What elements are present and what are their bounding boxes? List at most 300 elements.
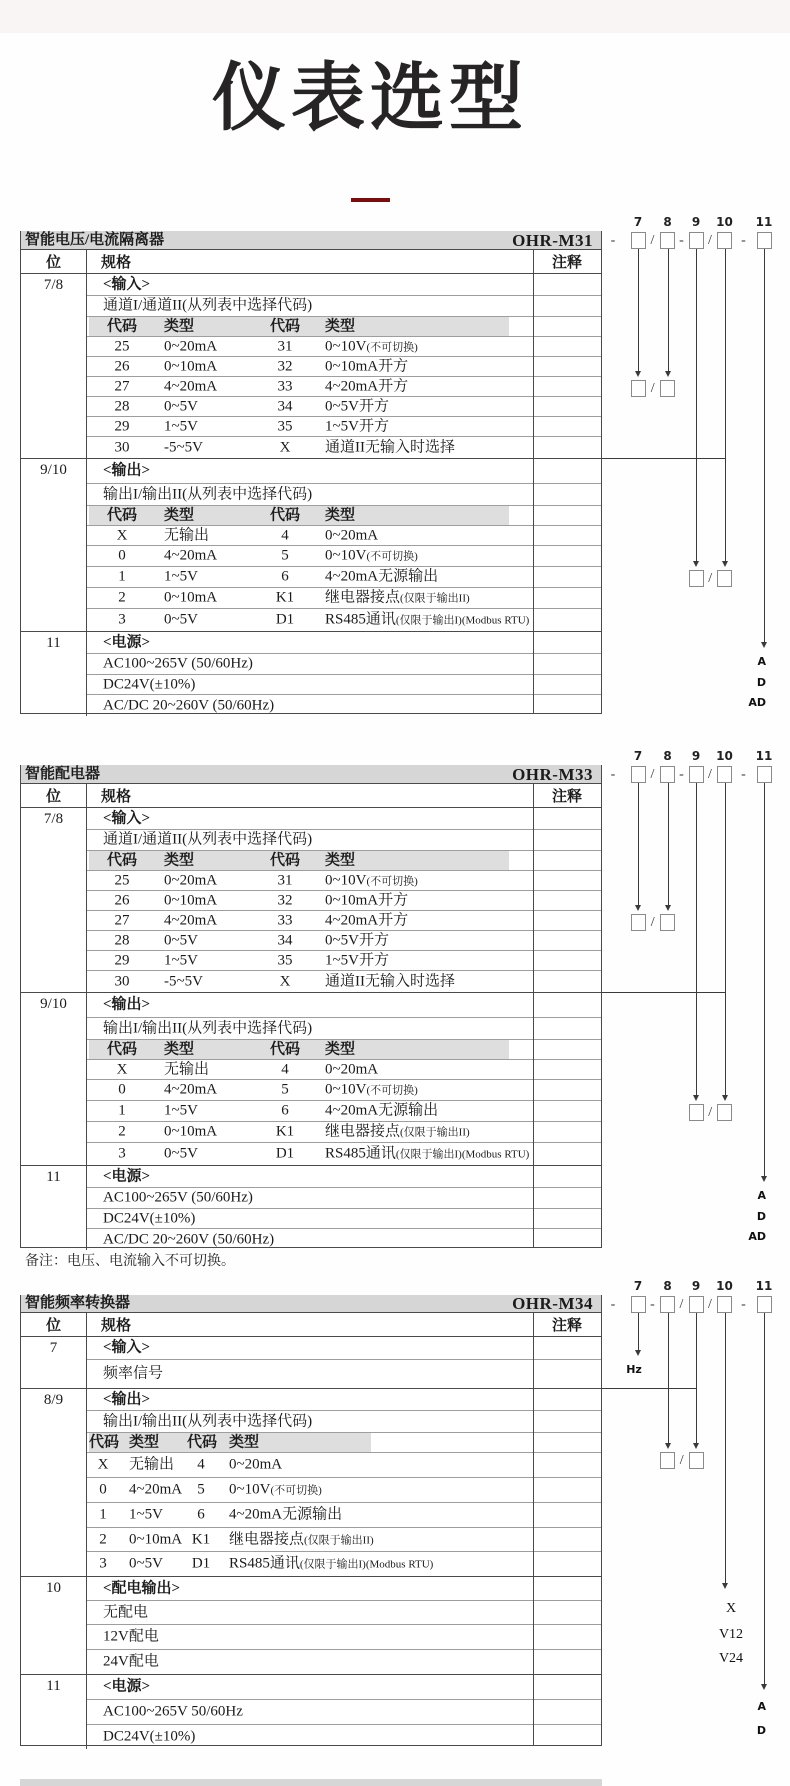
code-value: 26 [114, 891, 130, 908]
connector-line [725, 1313, 726, 1583]
type-value: 0~10mA [164, 589, 218, 606]
row-code [87, 397, 601, 417]
arrow-down-icon [693, 561, 699, 567]
type-value-main: RS485通讯 [325, 611, 396, 628]
dist-code-label: X [725, 1601, 737, 1616]
row-plain [87, 484, 601, 506]
type-value [229, 1506, 342, 1523]
type-value [229, 1531, 374, 1548]
row-code [87, 417, 601, 437]
dist-code-label: V12 [718, 1627, 744, 1642]
row-plain [87, 1625, 601, 1650]
type-value: -5~5V [164, 438, 203, 455]
table-title: 智能电压/电流隔离器 [25, 231, 165, 248]
type-value [325, 611, 529, 628]
type-value [325, 1145, 529, 1162]
code-separator: - [741, 233, 746, 248]
table-section [21, 808, 601, 992]
code-value: 5 [281, 1081, 289, 1098]
col-header-position: 位 [21, 1313, 87, 1336]
type-value-main: 0~20mA [325, 526, 379, 543]
code-col-header: 类型 [325, 317, 356, 334]
connector-line [638, 783, 639, 905]
dash-separator: - [610, 1297, 616, 1312]
section-position: 7/8 [21, 808, 87, 992]
type-value: 4~20mA [164, 1081, 218, 1098]
type-value: 0~5V [164, 1145, 198, 1162]
table-section [21, 274, 601, 458]
row-plain [87, 1018, 601, 1040]
code-digit-label: 7 [633, 1279, 643, 1293]
code-value: 0 [99, 1481, 107, 1498]
code-value: 6 [281, 568, 289, 585]
code-box [631, 1296, 646, 1313]
row-plain [87, 1725, 601, 1749]
type-value-main: RS485通讯 [229, 1555, 300, 1572]
row-plain [87, 654, 601, 675]
type-value-main: 0~10V [229, 1481, 271, 1498]
type-value: 0~5V [164, 611, 198, 628]
code-col-header: 代码 [269, 317, 300, 334]
type-value [325, 568, 438, 585]
row-code [87, 1101, 601, 1122]
type-value-main: 4~20mA开方 [325, 377, 409, 394]
code-separator: - [741, 767, 746, 782]
code-value: 2 [118, 589, 126, 606]
type-value-small: (仅限于输出II) [304, 1533, 374, 1546]
type-value-main: 继电器接点 [325, 589, 401, 606]
arrow-down-icon [665, 905, 671, 911]
row-code [87, 609, 601, 631]
spec-text: 24V配电 [103, 1653, 159, 1670]
code-col-header: 类型 [164, 851, 195, 868]
code-value: 0 [118, 547, 126, 564]
row-codehead [87, 851, 601, 871]
code-value: 31 [277, 871, 293, 888]
code-box [757, 232, 772, 249]
row-plain [87, 1650, 601, 1674]
code-value: 26 [114, 357, 130, 374]
section-rows [87, 1166, 601, 1250]
section-label: <输出> [103, 462, 151, 479]
type-value-small: (仅限于输出I)(Modbus RTU) [395, 1148, 530, 1161]
row-label [87, 1675, 601, 1700]
section-rows [87, 993, 601, 1165]
next-table-cutoff-bar [20, 1779, 602, 1786]
row-code [87, 1552, 601, 1576]
code-digit-label: 8 [663, 215, 672, 229]
code-col-header: 类型 [325, 851, 356, 868]
code-value: 35 [277, 417, 293, 434]
row-plain [87, 296, 601, 317]
type-value: 4~20mA [164, 377, 218, 394]
code-value: X [97, 1456, 109, 1473]
spec-text: AC100~265V (50/60Hz) [103, 1189, 253, 1206]
row-label [87, 274, 601, 296]
product-table-ohr-m34 [20, 1295, 602, 1746]
row-plain [87, 1411, 601, 1433]
remark-note: 备注：电压、电流输入不可切换。 [25, 1254, 235, 1269]
arrow-down-icon [665, 371, 671, 377]
note-column-divider [533, 250, 534, 713]
type-value-main: 0~20mA [325, 1060, 379, 1077]
type-value [325, 418, 389, 435]
connector-line [696, 1313, 697, 1443]
row-plain [87, 1229, 601, 1250]
table-section [21, 1576, 601, 1674]
connector-line [696, 249, 697, 561]
arrow-down-icon [722, 1583, 728, 1589]
type-value [325, 892, 408, 909]
row-code [87, 377, 601, 397]
row-codehead [87, 1040, 601, 1060]
code-value: D1 [275, 611, 295, 628]
code-digit-label: 11 [755, 1279, 773, 1293]
section-label: <输入> [103, 275, 151, 292]
type-value: 0~10mA [164, 1123, 218, 1140]
type-value: 1~5V [164, 417, 198, 434]
type-value [325, 398, 389, 415]
type-value [229, 1555, 433, 1572]
type-value [325, 952, 389, 969]
type-value: 1~5V [164, 1102, 198, 1119]
power-code-label: A [757, 655, 766, 668]
type-value-small: (不可切换) [270, 1484, 322, 1497]
dist-code-label: V24 [718, 1651, 744, 1666]
pair-slash: / [679, 1453, 684, 1468]
model-code: OHR-M34 [512, 1294, 593, 1313]
type-value: 0~5V [164, 931, 198, 948]
type-value: 0~10mA [164, 891, 218, 908]
code-col-header: 类型 [325, 1040, 356, 1057]
code-col-header: 类型 [129, 1433, 160, 1450]
section-label: <输入> [103, 809, 151, 826]
power-code-label: A [757, 1700, 766, 1713]
model-code: OHR-M31 [512, 230, 593, 250]
row-code [87, 337, 601, 357]
code-value: 27 [114, 377, 130, 394]
title-divider [351, 198, 390, 202]
code-value: 32 [277, 891, 293, 908]
section-rows [87, 808, 601, 992]
code-digit-label: 8 [663, 749, 672, 763]
row-code [87, 1080, 601, 1101]
spec-text: AC/DC 20~260V (50/60Hz) [103, 696, 275, 713]
row-code [87, 1453, 601, 1478]
target-box [689, 570, 704, 587]
section-rows [87, 1675, 601, 1749]
type-value-main: 1~5V开方 [325, 951, 389, 968]
connector-line [725, 249, 726, 561]
spec-text: 通道I/通道II(从列表中选择代码) [103, 831, 313, 848]
code-box [631, 232, 646, 249]
code-value: 28 [114, 397, 130, 414]
type-value-main: 4~20mA无源输出 [229, 1506, 343, 1523]
section-rows [87, 1337, 601, 1388]
target-box [660, 1452, 675, 1469]
row-plain [87, 830, 601, 851]
section-label: <电源> [103, 633, 151, 650]
connector-line [696, 783, 697, 1095]
type-value-small: (仅限于输出II) [400, 1126, 470, 1139]
row-codehead [87, 1433, 601, 1453]
code-value: 25 [114, 871, 130, 888]
row-code [87, 1478, 601, 1503]
code-value: 4 [281, 526, 289, 543]
power-code-label: D [756, 1724, 766, 1737]
table-section [21, 458, 601, 631]
code-value: 6 [281, 1102, 289, 1119]
arrow-down-icon [722, 1095, 728, 1101]
type-value-small: (不可切换) [366, 550, 418, 563]
arrow-down-icon [722, 561, 728, 567]
code-box [757, 1296, 772, 1313]
target-box [717, 1104, 732, 1121]
type-value-main: 继电器接点 [229, 1530, 305, 1547]
section-position: 9/10 [21, 459, 87, 631]
code-digit-label: 7 [633, 215, 643, 229]
input-code-label: Hz [626, 1363, 642, 1376]
code-col-header: 类型 [164, 1040, 195, 1057]
pair-slash: / [650, 381, 655, 396]
section-rows [87, 1389, 601, 1576]
type-value-main: 4~20mA开方 [325, 911, 409, 928]
type-value-small: (不可切换) [366, 340, 418, 353]
code-separator: / [708, 1297, 712, 1312]
column-header-row [21, 250, 601, 274]
code-col-header: 代码 [106, 317, 137, 334]
section-rows [87, 274, 601, 458]
code-col-header: 类型 [229, 1433, 260, 1450]
code-separator: / [679, 1297, 684, 1312]
row-code [87, 871, 601, 891]
section-position: 8/9 [21, 1389, 87, 1576]
code-value: K1 [191, 1530, 211, 1547]
type-value: 0~20mA [164, 337, 218, 354]
code-value: D1 [275, 1145, 295, 1162]
spec-text: AC100~265V (50/60Hz) [103, 655, 253, 672]
code-digit-label: 9 [691, 749, 701, 763]
code-digit-label: 11 [755, 215, 773, 229]
row-label [87, 459, 601, 484]
code-value: 4 [281, 1060, 289, 1077]
type-value [229, 1481, 322, 1498]
code-value: 30 [114, 438, 130, 455]
code-value: 33 [277, 911, 293, 928]
code-value: 1 [118, 568, 126, 585]
type-value [229, 1456, 282, 1473]
code-box [717, 232, 732, 249]
code-col-header: 代码 [89, 1433, 120, 1450]
code-value: 31 [277, 337, 293, 354]
table-title: 智能配电器 [25, 765, 101, 782]
type-value [325, 912, 408, 929]
type-value [325, 932, 389, 949]
note-column-divider [533, 784, 534, 1247]
section-rows [87, 632, 601, 716]
row-plain [87, 675, 601, 695]
code-value: X [279, 438, 291, 455]
type-value-main: 4~20mA无源输出 [325, 568, 439, 585]
type-value [325, 338, 418, 355]
row-code [87, 1060, 601, 1080]
code-value: K1 [275, 589, 295, 606]
section-rows [87, 459, 601, 631]
code-separator: / [650, 233, 655, 248]
type-value: 1~5V [164, 951, 198, 968]
row-code [87, 357, 601, 377]
connector-line [764, 1313, 765, 1684]
type-value-main: 通道II无输入时选择 [325, 972, 455, 989]
spec-text: 无配电 [103, 1603, 149, 1620]
spec-text: DC24V(±10%) [103, 1209, 196, 1226]
arrow-down-icon [635, 1350, 641, 1356]
product-table-ohr-m31 [20, 231, 602, 714]
code-separator: / [708, 767, 712, 782]
type-value-main: RS485通讯 [325, 1145, 396, 1162]
type-value-main: 0~10mA开方 [325, 891, 409, 908]
note-column-divider [533, 1313, 534, 1745]
col-header-position: 位 [21, 250, 87, 273]
col-header-note: 注释 [551, 789, 582, 805]
type-value-main: 0~10V [325, 547, 367, 564]
arrow-down-icon [665, 1443, 671, 1449]
row-code [87, 931, 601, 951]
type-value [325, 1081, 418, 1098]
type-value: 0~20mA [164, 871, 218, 888]
type-value: 0~5V [129, 1555, 163, 1572]
code-digit-label: 10 [716, 215, 733, 229]
col-header-spec: 规格 [101, 255, 132, 271]
connector-line [668, 783, 669, 905]
spec-text: DC24V(±10%) [103, 1728, 196, 1745]
spec-text: 12V配电 [103, 1628, 159, 1645]
code-value: 4 [197, 1456, 205, 1473]
column-header-row [21, 1313, 601, 1337]
code-col-header: 类型 [325, 506, 356, 523]
type-value: 0~5V [164, 397, 198, 414]
section-position: 7 [21, 1337, 87, 1388]
row-label [87, 632, 601, 654]
col-header-note: 注释 [551, 1318, 582, 1334]
row-label [87, 1166, 601, 1188]
type-value: 4~20mA [129, 1481, 183, 1498]
type-value [325, 1102, 438, 1119]
type-value-main: 0~5V开方 [325, 931, 389, 948]
code-value: X [116, 526, 128, 543]
row-code [87, 1143, 601, 1165]
spec-text: 频率信号 [103, 1365, 164, 1382]
row-label [87, 993, 601, 1018]
model-code: OHR-M33 [512, 764, 593, 784]
target-box [660, 914, 675, 931]
type-value-main: 0~10V [325, 871, 367, 888]
type-value [325, 872, 418, 889]
code-value: 3 [99, 1555, 107, 1572]
power-code-label: AD [748, 696, 766, 709]
power-code-label: D [756, 1210, 766, 1223]
type-value [325, 1123, 470, 1140]
arrow-down-icon [693, 1443, 699, 1449]
type-value [325, 378, 408, 395]
type-value: 无输出 [129, 1456, 175, 1473]
code-col-header: 类型 [164, 506, 195, 523]
spec-text: 通道I/通道II(从列表中选择代码) [103, 297, 313, 314]
type-value-main: 4~20mA无源输出 [325, 1102, 439, 1119]
dash-separator: - [610, 767, 616, 782]
code-separator: - [650, 1297, 655, 1312]
code-value: 0 [118, 1081, 126, 1098]
code-col-header: 代码 [269, 506, 300, 523]
type-value: 无输出 [164, 1060, 210, 1077]
pair-slash: / [650, 915, 655, 930]
code-value: 34 [277, 931, 293, 948]
code-digit-label: 9 [691, 215, 701, 229]
row-label [87, 1577, 601, 1601]
section-label: <输出> [103, 996, 151, 1013]
row-plain [87, 1700, 601, 1725]
table-section [21, 631, 601, 716]
code-digit-label: 11 [755, 749, 773, 763]
code-digit-label: 9 [691, 1279, 701, 1293]
col-header-spec: 规格 [101, 789, 132, 805]
row-code [87, 1528, 601, 1552]
type-value [325, 527, 378, 544]
code-value: X [116, 1060, 128, 1077]
code-separator: / [650, 767, 655, 782]
type-value [325, 973, 455, 990]
type-value-small: (不可切换) [366, 874, 418, 887]
code-value: 29 [114, 417, 130, 434]
section-position: 10 [21, 1577, 87, 1674]
type-value: 无输出 [164, 526, 210, 543]
target-box [717, 570, 732, 587]
code-digit-label: 10 [716, 1279, 733, 1293]
section-position: 9/10 [21, 993, 87, 1165]
column-header-row [21, 784, 601, 808]
code-value: K1 [275, 1123, 295, 1140]
code-value: 3 [118, 1145, 126, 1162]
row-code [87, 1122, 601, 1143]
code-value: 32 [277, 357, 293, 374]
connector-line [668, 1313, 669, 1443]
connector-line [725, 783, 726, 1095]
row-code [87, 1503, 601, 1528]
power-code-label: D [756, 676, 766, 689]
spec-text: 输出I/输出II(从列表中选择代码) [103, 485, 313, 502]
type-value-main: 0~10V [325, 337, 367, 354]
target-box [631, 914, 646, 931]
arrow-down-icon [761, 1176, 767, 1182]
row-code [87, 526, 601, 546]
code-digit-label: 8 [663, 1279, 672, 1293]
code-col-header: 类型 [164, 317, 195, 334]
power-code-label: AD [748, 1230, 766, 1243]
type-value-main: 通道II无输入时选择 [325, 438, 455, 455]
section-position: 11 [21, 1166, 87, 1250]
type-value: 1~5V [164, 568, 198, 585]
section-label: <输入> [103, 1339, 151, 1356]
code-value: 28 [114, 931, 130, 948]
code-col-header: 代码 [106, 851, 137, 868]
type-value [325, 1061, 378, 1078]
type-value [325, 439, 455, 456]
connector-hline [602, 458, 725, 459]
table-title: 智能频率转换器 [25, 1295, 131, 1311]
type-value [325, 358, 408, 375]
type-value-main: 1~5V开方 [325, 417, 389, 434]
power-code-label: A [757, 1189, 766, 1202]
